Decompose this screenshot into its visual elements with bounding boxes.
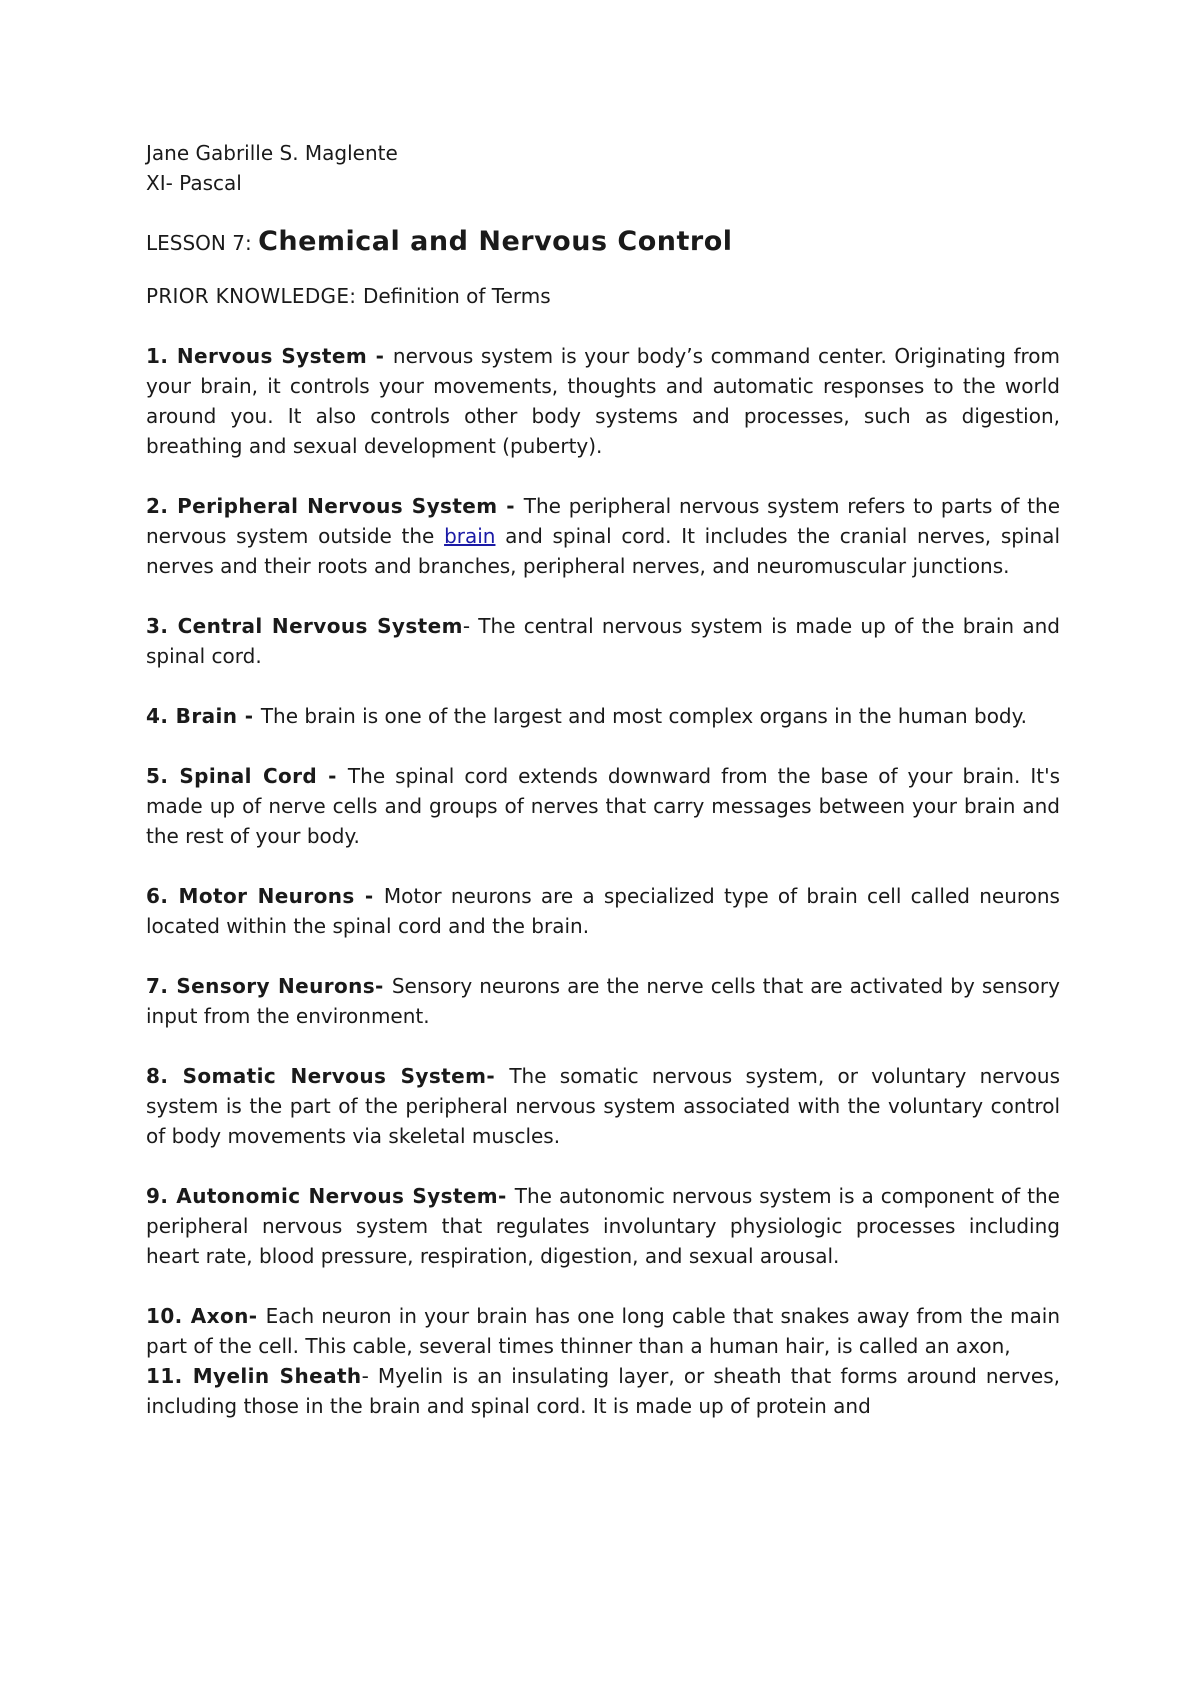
term-peripheral-nervous-system [146, 491, 1060, 581]
term-definition: The autonomic nervous system is a component of the peripheral nervous system that regulates involuntary physiologic processes including heart rate, blood pressure, respiration, digestion, and sexual arousal. [146, 1184, 1060, 1268]
term-myelin-sheath [146, 1361, 1060, 1421]
document-page [146, 138, 1060, 1421]
lesson-label: LESSON 7: [146, 231, 259, 255]
term-title: 9. Autonomic Nervous System- [146, 1184, 515, 1208]
term-sensory-neurons [146, 971, 1060, 1031]
term-somatic-nervous-system [146, 1061, 1060, 1151]
term-title: 6. Motor Neurons - [146, 884, 384, 908]
student-name: Jane Gabrille S. Maglente [146, 141, 398, 165]
prior-knowledge-heading [146, 281, 1060, 311]
term-title: 2. Peripheral Nervous System - [146, 494, 524, 518]
term-brain [146, 701, 1060, 731]
term-title: 7. Sensory Neurons- [146, 974, 392, 998]
term-title: 5. Spinal Cord - [146, 764, 348, 788]
student-section: XI- Pascal [146, 171, 242, 195]
term-definition: - Myelin is an insulating layer, or sheath that forms around nerves, including those in the brain and spinal cord. It is made up of protein and [146, 1364, 1060, 1418]
term-definition: Sensory neurons are the nerve cells that are activated by sensory input from the environment. [146, 974, 1060, 1028]
term-title: 11. Myelin Sheath [146, 1364, 362, 1388]
term-definition: The somatic nervous system, or voluntary nervous system is the part of the peripheral nervous system associated with the voluntary control of body movements via skeletal muscles. [146, 1064, 1060, 1148]
term-axon [146, 1301, 1060, 1361]
term-definition: The spinal cord extends downward from the base of your brain. It's made up of nerve cells and groups of nerves that carry messages between your brain and the rest of your body. [146, 764, 1060, 848]
term-title: 4. Brain - [146, 704, 261, 728]
term-autonomic-nervous-system [146, 1181, 1060, 1271]
term-nervous-system [146, 341, 1060, 461]
term-central-nervous-system [146, 611, 1060, 671]
lesson-heading [146, 224, 1060, 261]
lesson-title: Chemical and Nervous Control [258, 226, 733, 257]
term-definition: Motor neurons are a specialized type of brain cell called neurons located within the spinal cord and the brain. [146, 884, 1060, 938]
brain-link[interactable]: brain [444, 524, 496, 548]
term-definition: The brain is one of the largest and most complex organs in the human body. [260, 704, 1027, 728]
term-definition: Each neuron in your brain has one long cable that snakes away from the main part of the cell. This cable, several times thinner than a human hair, is called an axon, [146, 1304, 1061, 1358]
term-title: 10. Axon- [146, 1304, 266, 1328]
term-title: 3. Central Nervous System [146, 614, 463, 638]
term-title: 8. Somatic Nervous System- [146, 1064, 510, 1088]
prior-knowledge-text: Definition of Terms [362, 284, 551, 308]
prior-knowledge-label: PRIOR KNOWLEDGE: [146, 284, 363, 308]
term-definition: nervous system is your body’s command center. Originating from your brain, it controls your movements, thoughts and automatic responses to the world around you. It also controls other body systems and processes, such as digestion, breathing and sexual development (puberty). [146, 344, 1061, 458]
term-spinal-cord [146, 761, 1060, 851]
term-motor-neurons [146, 881, 1060, 941]
term-definition: - The central nervous system is made up of the brain and spinal cord. [146, 614, 1060, 668]
term-definition: The peripheral nervous system refers to parts of the nervous system outside the [146, 494, 1061, 548]
term-definition-continued: and spinal cord. It includes the cranial nerves, spinal nerves and their roots and branches, peripheral nerves, and neuromuscular junctions. [146, 524, 1060, 578]
term-title: 1. Nervous System - [146, 344, 393, 368]
